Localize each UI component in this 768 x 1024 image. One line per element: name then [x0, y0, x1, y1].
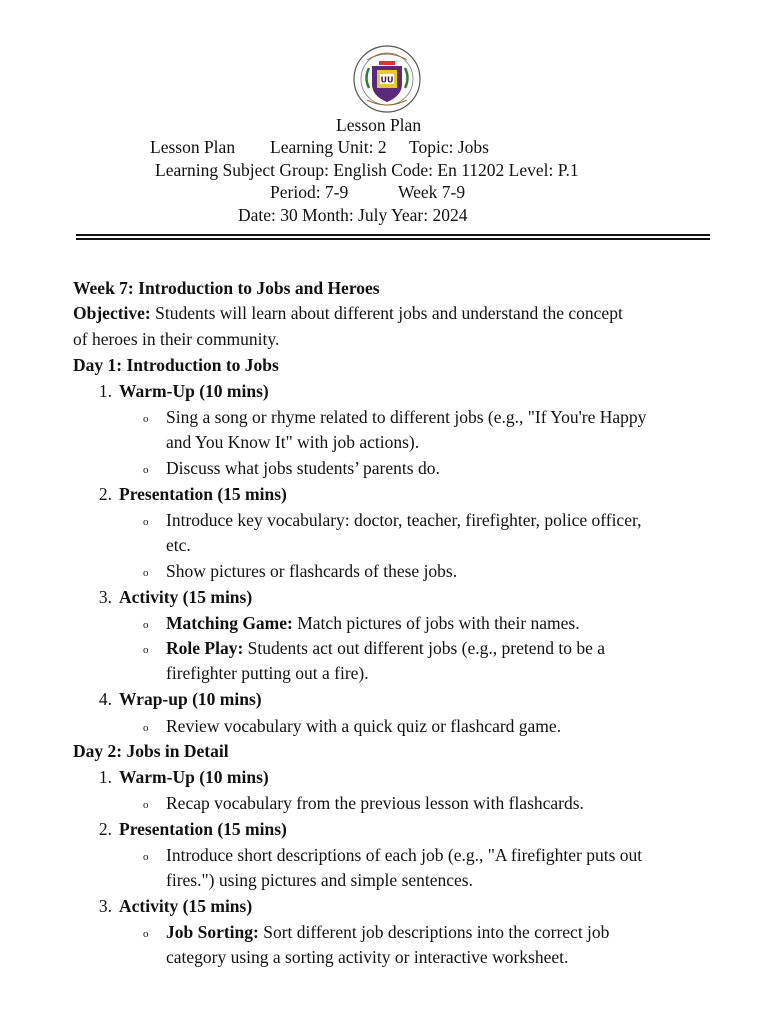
- bullet-icon: o: [143, 464, 149, 476]
- bullet-icon: o: [143, 516, 149, 528]
- header-week: Week 7-9: [398, 182, 466, 202]
- bullet-icon: o: [143, 619, 149, 631]
- day2-step2-bullet1-line1: Introduce short descriptions of each job (e.g., "A firefighter puts out: [166, 845, 643, 865]
- bullet-icon: o: [143, 413, 149, 425]
- day2-step3-bullet1-line2: category using a sorting activity or interactive worksheet.: [166, 947, 569, 967]
- day1-step2-number: 2.: [98, 484, 112, 504]
- day1-step4-bullet1: Review vocabulary with a quick quiz or flashcard game.: [166, 716, 562, 736]
- day2-step1-label: Warm-Up (10 mins): [119, 767, 269, 787]
- svg-text:UU: UU: [380, 75, 394, 85]
- day2-step2-label: Presentation (15 mins): [119, 819, 287, 839]
- day1-step2-bullet1-line2: etc.: [166, 535, 191, 555]
- day1-step1-bullet1-line2: and You Know It" with job actions).: [166, 432, 420, 452]
- day1-step1-label: Warm-Up (10 mins): [119, 381, 269, 401]
- objective-label: Objective:: [73, 303, 151, 323]
- day2-title: Day 2: Jobs in Detail: [73, 741, 229, 761]
- day1-step4-label: Wrap-up (10 mins): [119, 689, 262, 709]
- header-period: Period: 7-9: [270, 182, 349, 202]
- header-learning-unit: Learning Unit: 2: [270, 137, 387, 157]
- day1-step2-label: Presentation (15 mins): [119, 484, 287, 504]
- header-lesson-plan: Lesson Plan: [150, 137, 236, 157]
- day1-step4-number: 4.: [98, 689, 112, 709]
- day1-step1-number: 1.: [98, 381, 112, 401]
- header-topic: Topic: Jobs: [409, 137, 489, 157]
- day2-step2-number: 2.: [98, 819, 112, 839]
- day2-step2-bullet1-line2: fires.") using pictures and simple sentences.: [166, 870, 473, 890]
- header-date: Date: 30 Month: July Year: 2024: [238, 205, 468, 225]
- day1-step3-label: Activity (15 mins): [119, 587, 253, 607]
- bullet-icon: o: [143, 851, 149, 863]
- day1-step1-bullet2: Discuss what jobs students’ parents do.: [166, 458, 440, 478]
- objective-line-1: Objective: Students will learn about different jobs and understand the concept: [73, 303, 623, 323]
- bullet-icon: o: [143, 799, 149, 811]
- header-divider-top: [76, 234, 710, 236]
- day1-step2-bullet1-line1: Introduce key vocabulary: doctor, teacher, firefighter, police officer,: [166, 510, 642, 530]
- header-title: Lesson Plan: [336, 115, 422, 135]
- day2-step3-number: 3.: [98, 896, 112, 916]
- bullet-icon: o: [143, 567, 149, 579]
- objective-line-2: of heroes in their community.: [73, 329, 280, 349]
- day2-step3-bullet1-line1: Job Sorting: Sort different job descriptions into the correct job: [166, 922, 610, 942]
- day1-step3-number: 3.: [98, 587, 112, 607]
- day2-step3-label: Activity (15 mins): [119, 896, 253, 916]
- day2-step1-number: 1.: [98, 767, 112, 787]
- day2-step1-bullet1: Recap vocabulary from the previous lesson with flashcards.: [166, 793, 584, 813]
- day1-step3-bullet1: Matching Game: Match pictures of jobs with their names.: [166, 613, 580, 633]
- bullet-icon: o: [143, 722, 149, 734]
- bullet-icon: o: [143, 644, 149, 656]
- day1-step3-bullet2-line2: firefighter putting out a fire).: [166, 663, 369, 683]
- day1-step3-bullet2-line1: Role Play: Students act out different jobs (e.g., pretend to be a: [166, 638, 606, 658]
- header-divider-bottom: [76, 238, 710, 240]
- day1-title: Day 1: Introduction to Jobs: [73, 355, 279, 375]
- week-title: Week 7: Introduction to Jobs and Heroes: [73, 278, 380, 298]
- bullet-icon: o: [143, 928, 149, 940]
- day1-step1-bullet1-line1: Sing a song or rhyme related to different jobs (e.g., "If You're Happy: [166, 407, 647, 427]
- day1-step2-bullet2: Show pictures or flashcards of these jobs.: [166, 561, 458, 581]
- header-subject-group: Learning Subject Group: English Code: En 11202 Level: P.1: [155, 160, 579, 180]
- school-seal-logo: [352, 44, 422, 114]
